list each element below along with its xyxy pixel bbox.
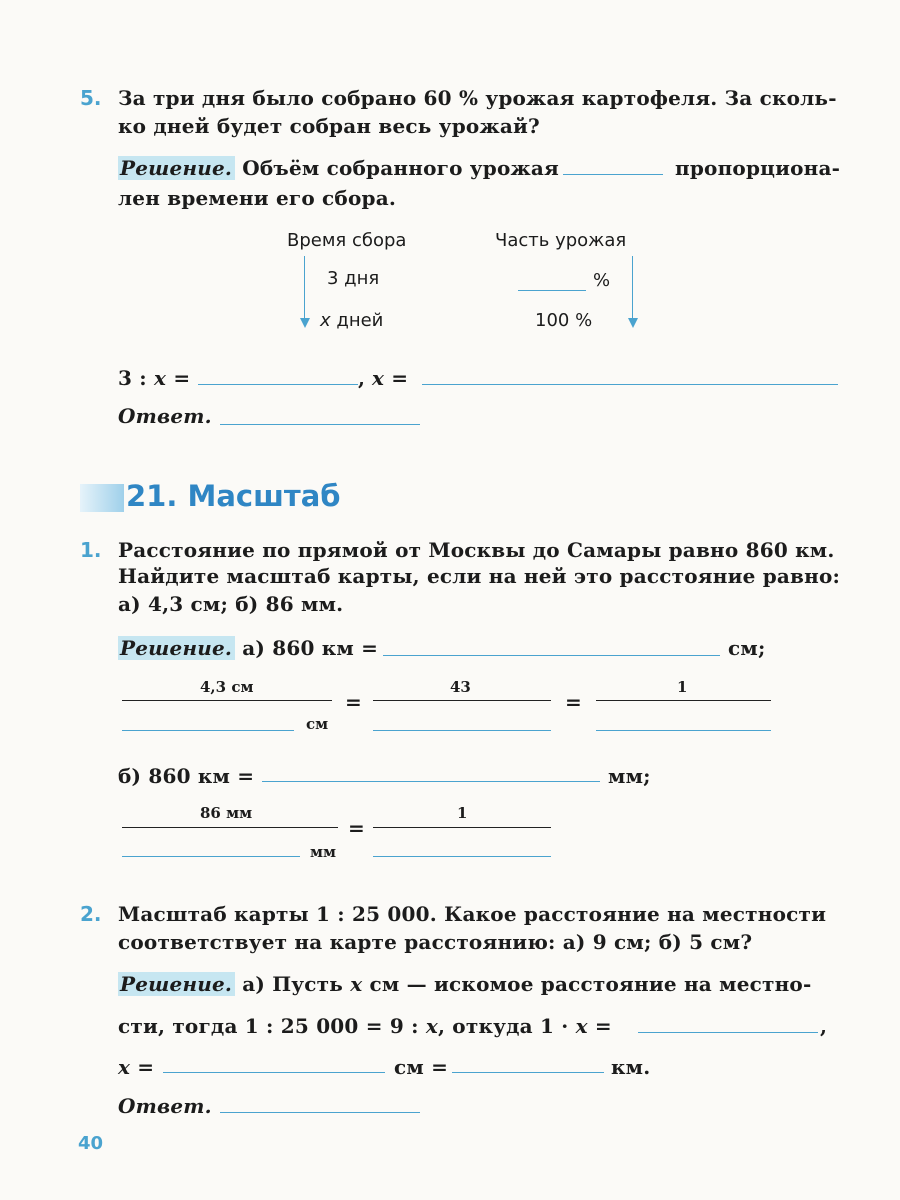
variable-x: x	[425, 1014, 438, 1038]
arrow-down-icon	[300, 318, 310, 328]
solution-text: а) Пусть	[242, 972, 344, 996]
answer-blank[interactable]	[262, 781, 600, 782]
equals-sign: =	[348, 816, 365, 840]
answer-blank[interactable]	[220, 1112, 420, 1113]
variable-x: x	[350, 972, 363, 996]
solution-label: Решение.	[118, 972, 235, 996]
table-header-time: Время сбора	[287, 230, 407, 251]
answer-blank[interactable]	[383, 655, 720, 656]
answer-blank[interactable]	[163, 1072, 385, 1073]
fraction-bar	[373, 700, 551, 701]
solution-label: Решение.	[118, 636, 235, 660]
fraction-bar	[122, 700, 332, 701]
table-cell	[320, 310, 383, 331]
table-header-part: Часть урожая	[495, 230, 627, 251]
arrow-down-icon	[628, 318, 638, 328]
solution-line	[118, 972, 811, 996]
answer-label: Ответ.	[118, 1094, 212, 1118]
answer-blank[interactable]	[596, 730, 771, 731]
solution-text: , откуда 1 ·	[437, 1014, 569, 1038]
task-text-line: а) 4,3 см; б) 86 мм.	[118, 592, 344, 616]
equation-text: =	[384, 366, 409, 390]
table-cell: 3 дня	[327, 268, 380, 289]
answer-label: Ответ.	[118, 404, 212, 428]
task-number: 1.	[80, 538, 102, 562]
answer-blank[interactable]	[122, 856, 300, 857]
fraction-numerator: 1	[677, 678, 688, 696]
equation-text: ,	[358, 366, 366, 390]
task-text-line: За три дня было собрано 60 % урожая картофеля. За сколь-	[118, 86, 837, 110]
solution-line	[118, 1055, 154, 1079]
answer-blank[interactable]	[373, 856, 551, 857]
equation-line	[118, 366, 190, 390]
fraction-numerator: 4,3 см	[200, 678, 254, 696]
variable-x: x	[372, 366, 385, 390]
equals-sign: =	[565, 690, 582, 714]
task-text-line: Масштаб карты 1 : 25 000. Какое расстояние на местности	[118, 902, 827, 926]
arrow-down-icon	[632, 256, 633, 318]
solution-text: =	[137, 1055, 155, 1079]
fraction-bar	[122, 827, 338, 828]
answer-blank[interactable]	[422, 384, 838, 385]
fraction-bar	[596, 700, 771, 701]
equation-line	[372, 366, 408, 390]
table-cell: 100 %	[535, 310, 593, 331]
variable-x: x	[575, 1014, 588, 1038]
variable-x: x	[154, 366, 167, 390]
fraction-numerator: 43	[450, 678, 471, 696]
answer-blank[interactable]	[452, 1072, 604, 1073]
answer-blank[interactable]	[518, 290, 586, 291]
variable-x: x	[320, 310, 331, 331]
variable-x: x	[118, 1055, 131, 1079]
solution-text: мм;	[608, 764, 651, 788]
answer-blank[interactable]	[563, 174, 663, 175]
page-number: 40	[78, 1133, 104, 1154]
fraction-numerator: 86 мм	[200, 804, 253, 822]
solution-text: пропорциона-	[675, 156, 841, 180]
task-text-line: ко дней будет собран весь урожай?	[118, 114, 540, 138]
table-cell-unit: дней	[336, 310, 384, 331]
solution-text: а) 860 км =	[242, 636, 379, 660]
solution-text: б) 860 км =	[118, 764, 255, 788]
fraction-numerator: 1	[457, 804, 468, 822]
solution-text: км.	[611, 1055, 651, 1079]
solution-text: лен времени его сбора.	[118, 186, 397, 210]
task-number: 2.	[80, 902, 102, 926]
task-text-line: соответствует на карте расстоянию: а) 9 см; б) 5 см?	[118, 930, 753, 954]
solution-text: см — искомое расстояние на местно-	[369, 972, 812, 996]
task-text-line: Найдите масштаб карты, если на ней это расстояние равно:	[118, 564, 841, 588]
fraction-bar	[373, 827, 551, 828]
answer-blank[interactable]	[122, 730, 294, 731]
section-marker	[80, 484, 124, 512]
solution-text: ,	[820, 1014, 828, 1038]
section-title: 21. Масштаб	[126, 479, 341, 513]
equation-text: 3 :	[118, 366, 155, 390]
fraction-denominator-unit: см	[306, 715, 329, 733]
equals-sign: =	[345, 690, 362, 714]
solution-line	[118, 636, 378, 660]
table-cell: %	[593, 270, 611, 291]
solution-text: сти, тогда 1 : 25 000 = 9 :	[118, 1014, 419, 1038]
answer-blank[interactable]	[638, 1032, 818, 1033]
task-number: 5.	[80, 86, 102, 110]
answer-blank[interactable]	[220, 424, 420, 425]
solution-text: Объём собранного урожая	[242, 156, 560, 180]
answer-blank[interactable]	[373, 730, 551, 731]
arrow-down-icon	[304, 256, 305, 318]
solution-label: Решение.	[118, 156, 235, 180]
equation-text: =	[166, 366, 191, 390]
fraction-denominator-unit: мм	[310, 843, 337, 861]
solution-line	[118, 156, 559, 180]
solution-text: =	[594, 1014, 612, 1038]
task-text-line: Расстояние по прямой от Москвы до Самары равно 860 км.	[118, 538, 835, 562]
answer-blank[interactable]	[198, 384, 358, 385]
solution-line	[118, 1014, 612, 1038]
solution-text: см =	[394, 1055, 449, 1079]
solution-text: см;	[728, 636, 766, 660]
